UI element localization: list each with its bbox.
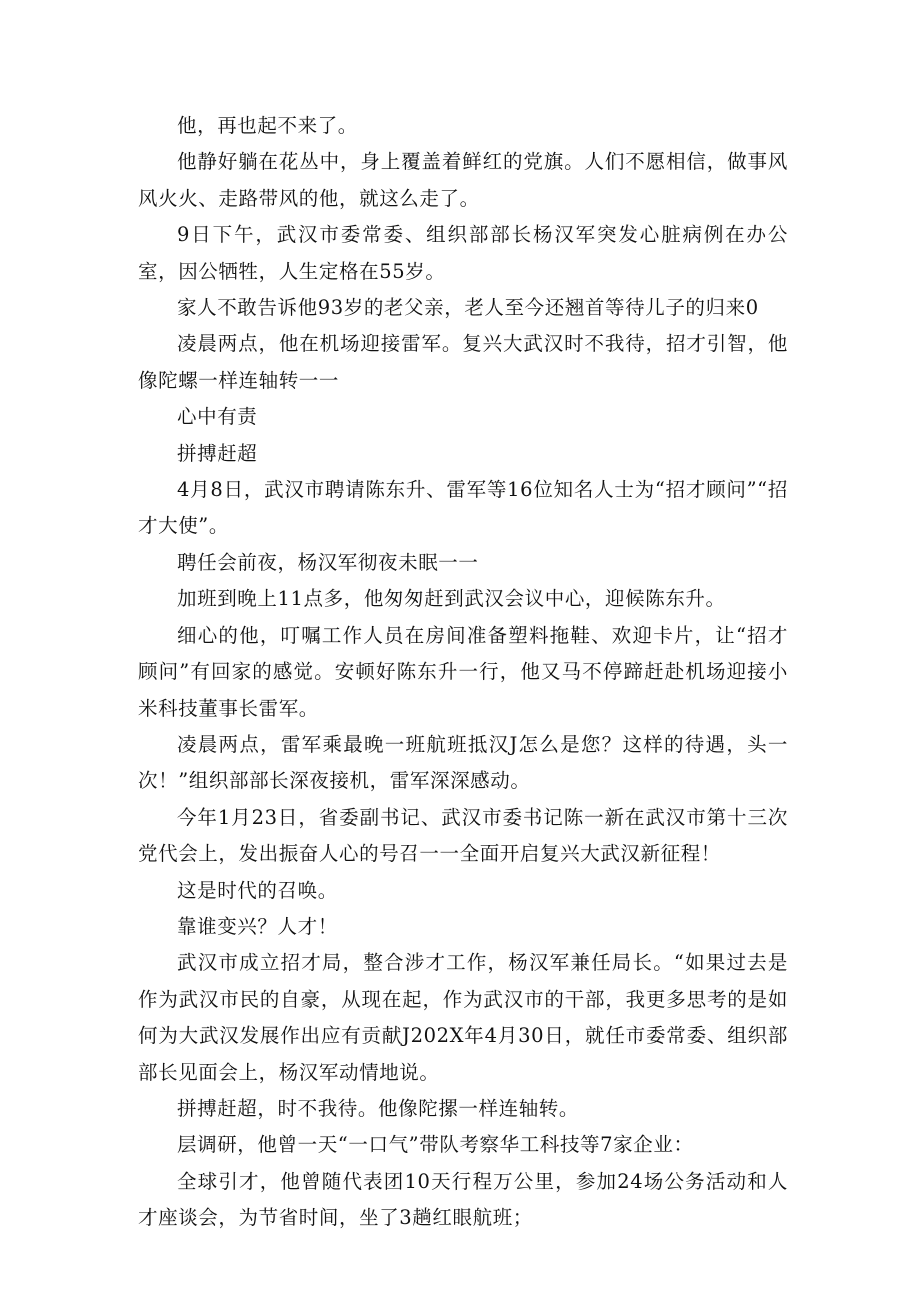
paragraph: 全球引才，他曾随代表团10天行程万公里，参加24场公务活动和人才座谈会，为节省时间，坐了3趟红眼航班；	[138, 1169, 788, 1230]
section-heading: 拼搏赶超	[177, 441, 258, 465]
paragraph: 细心的他，叮嘱工作人员在房间准备塑料拖鞋、欢迎卡片，让“招才顾问”有回家的感觉。安顿好陈东升一行，他又马不停蹄赶赴机场迎接小米科技董事长雷军。	[138, 623, 788, 720]
section-heading: 心中有责	[177, 405, 258, 429]
paragraph: 9日下午，武汉市委常委、组织部部长杨汉军突发心脏病例在办公室，因公牺牲，人生定格在55岁。	[138, 223, 788, 283]
paragraph: 这是时代的召唤。	[177, 878, 338, 902]
paragraph: 他，再也起不来了。	[177, 114, 358, 137]
paragraph: 层调研，他曾一天“一口气”带队考察华工科技等7家企业：	[177, 1133, 694, 1157]
paragraph: 武汉市成立招才局，整合涉才工作，杨汉军兼任局长。“如果过去是作为武汉市民的自豪，从现在起，作为武汉市的干部，我更多思考的是如何为大武汉发展作出应有贡献J202X年4月30日，就任市委常委、组织部部长见面会上，杨汉军动情地说。	[138, 951, 788, 1084]
paragraph: 聘任会前夜，杨汉军彻夜未眠一一	[177, 550, 479, 574]
paragraph: 凌晨两点，他在机场迎接雷军。复兴大武汉时不我待，招才引智，他像陀螺一样连轴转一一	[138, 332, 788, 392]
document-body	[138, 108, 788, 1237]
paragraph: 靠谁变兴？人才！	[177, 914, 338, 938]
paragraph: 凌晨两点，雷军乘最晚一班航班抵汉J怎么是您？这样的待遇，头一次！”组织部部长深夜接机，雷军深深感动。	[138, 732, 788, 793]
paragraph: 家人不敢告诉他93岁的老父亲，老人至今还翘首等待儿子的归来0	[177, 296, 759, 320]
paragraph: 拼搏赶超，时不我待。他像陀摞一样连轴转。	[177, 1096, 580, 1120]
paragraph: 4月8日，武汉市聘请陈东升、雷军等16位知名人士为“招才顾问”“招才大使”。	[138, 478, 788, 538]
paragraph: 今年1月23日，省委副书记、武汉市委书记陈一新在武汉市第十三次党代会上，发出振奋人心的号召一一全面开启复兴大武汉新征程！	[138, 805, 788, 866]
paragraph: 他静好躺在花丛中，身上覆盖着鲜红的党旗。人们不愿相信，做事风风火火、走路带风的他，就这么走了。	[138, 150, 788, 210]
paragraph: 加班到晚上11点多，他匆匆赶到武汉会议中心，迎候陈东升。	[177, 587, 726, 611]
